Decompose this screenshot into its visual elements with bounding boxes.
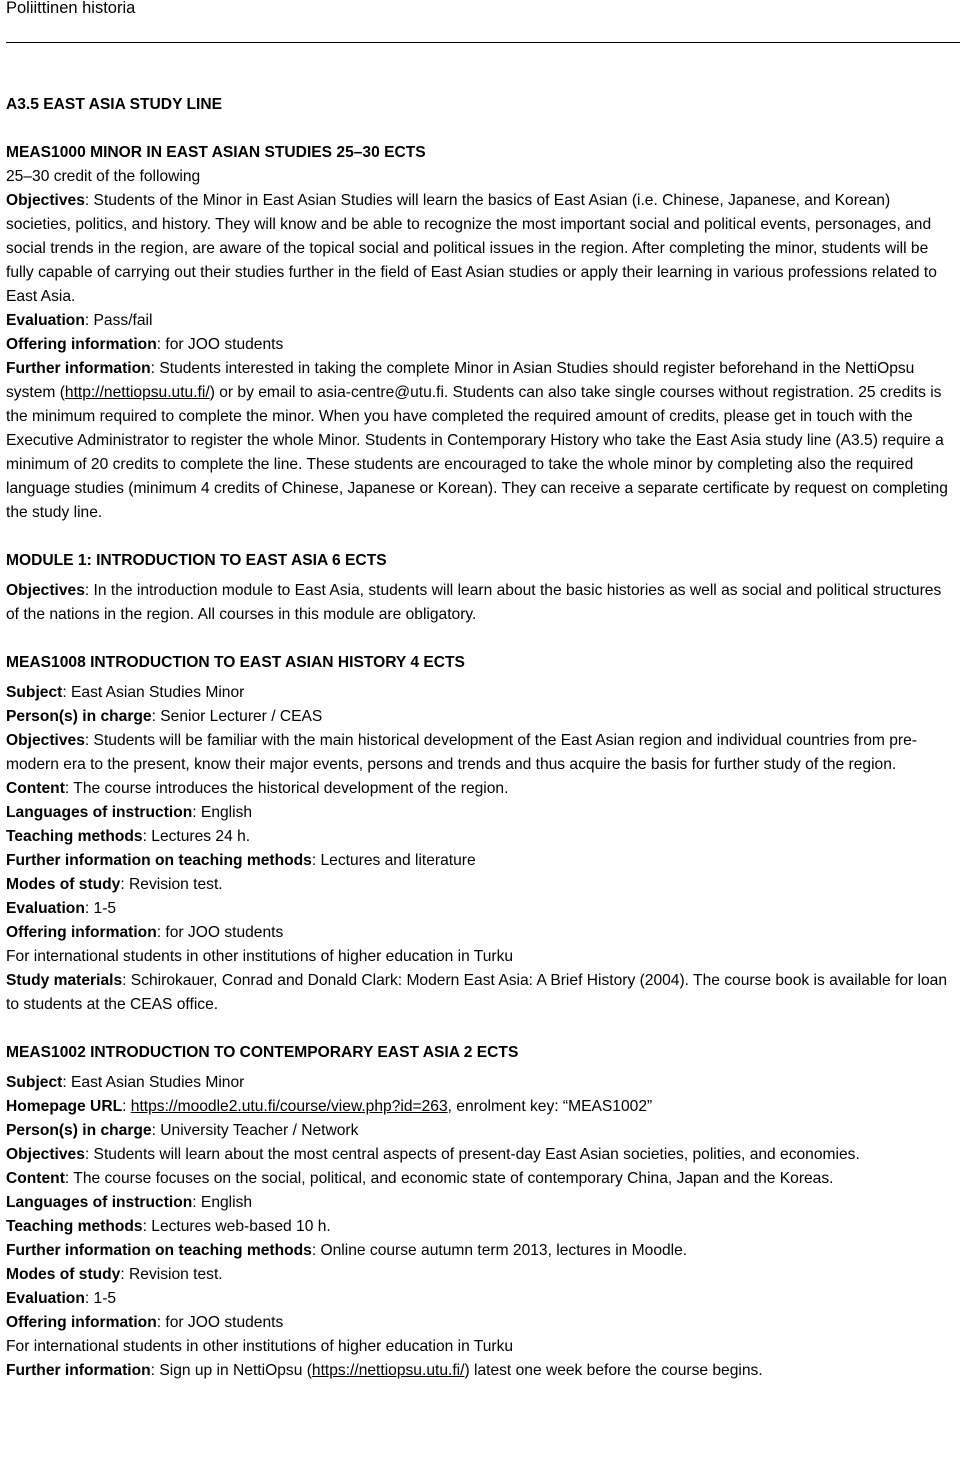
course1002-evaluation: [6, 1287, 958, 1311]
field-text: : The course focuses on the social, political, and economic state of contemporary China, Japan and the Koreas.: [64, 1170, 834, 1187]
course1008-modes: [6, 873, 958, 897]
course1008-content: [6, 777, 958, 801]
field-text: : Online course autumn term 2013, lectures in Moodle.: [311, 1242, 688, 1259]
field-label: Further information: [6, 1362, 151, 1379]
course1002-languages: [6, 1191, 958, 1215]
course1002-international: For international students in other institutions of higher education in Turku: [6, 1338, 514, 1355]
field-label: Person(s) in charge: [6, 708, 152, 725]
field-label: Objectives: [6, 1146, 85, 1163]
field-label: Subject: [6, 1074, 63, 1091]
field-text: : English: [192, 1194, 253, 1211]
field-label: Evaluation: [6, 900, 85, 917]
field-label: Teaching methods: [6, 1218, 143, 1235]
course1008-offering: [6, 921, 958, 945]
course1002-subject: [6, 1071, 958, 1095]
field-text: ) latest one week before the course begins.: [464, 1362, 763, 1379]
field-label: Study materials: [6, 972, 123, 989]
field-label: Content: [6, 780, 65, 797]
course1002-further-teaching: [6, 1239, 958, 1263]
field-text: :: [122, 1098, 131, 1115]
course1008-persons: [6, 705, 958, 729]
field-text: : Schirokauer, Conrad and Donald Clark: Modern East Asia: A Brief History (2004). The course book is available for loan to students at the CEAS office.: [6, 972, 948, 1013]
document-body: [6, 93, 958, 1383]
field-text: : University Teacher / Network: [151, 1122, 359, 1139]
field-text: : Revision test.: [120, 1266, 223, 1283]
course1008-title: MEAS1008 INTRODUCTION TO EAST ASIAN HISTORY 4 ECTS: [6, 654, 465, 671]
field-text: ) or by email to asia-centre@utu.fi. Students can also take single courses without registration. 25 credits is the minimum required to complete the minor. When you have completed the required amount of credits, please get in touch with the Executive Administrator to register the whole Minor. Students in Contemporary History who take the East Asia study line (A3.5) require a minimum of 20 credits to complete the line. These students are encouraged to take the whole minor by completing also the required language studies (minimum 4 credits of Chinese, Japanese or Korean). They can receive a separate certificate by request on completing the study line.: [6, 384, 948, 521]
field-text: : for JOO students: [156, 1314, 284, 1331]
field-label: Person(s) in charge: [6, 1122, 152, 1139]
field-label: Objectives: [6, 582, 85, 599]
field-label: Objectives: [6, 192, 85, 209]
field-text: : Senior Lecturer / CEAS: [151, 708, 323, 725]
field-label: Further information on teaching methods: [6, 1242, 312, 1259]
field-text: : In the introduction module to East Asia, students will learn about the basic histories as well as social and political structures of the nations in the region. All courses in this module are obligatory.: [6, 582, 942, 623]
field-label: Homepage URL: [6, 1098, 123, 1115]
field-label: Evaluation: [6, 312, 85, 329]
module1-objectives: [6, 579, 958, 627]
field-text: : East Asian Studies Minor: [62, 684, 245, 701]
field-label: Offering information: [6, 336, 157, 353]
field-text: : Revision test.: [120, 876, 223, 893]
field-text: : Lectures and literature: [311, 852, 476, 869]
study-line-title: A3.5 EAST ASIA STUDY LINE: [6, 96, 223, 113]
field-text: : Students will learn about the most central aspects of present-day East Asian societies, polities, and economies.: [84, 1146, 860, 1163]
field-text: : East Asian Studies Minor: [62, 1074, 245, 1091]
field-text: : Sign up in NettiOpsu (: [150, 1362, 312, 1379]
minor-title: MEAS1000 MINOR IN EAST ASIAN STUDIES 25–30 ECTS: [6, 144, 426, 161]
module1-title: MODULE 1: INTRODUCTION TO EAST ASIA 6 ECTS: [6, 552, 387, 569]
course1002-homepage: [6, 1095, 958, 1119]
course1008-materials: [6, 969, 958, 1017]
course1008-international: For international students in other institutions of higher education in Turku: [6, 948, 514, 965]
field-label: Languages of instruction: [6, 804, 193, 821]
minor-evaluation: [6, 309, 958, 333]
field-label: Teaching methods: [6, 828, 143, 845]
field-label: Subject: [6, 684, 63, 701]
course1008-subject: [6, 681, 958, 705]
credit-note: 25–30 credit of the following: [6, 168, 201, 185]
course1002-offering: [6, 1311, 958, 1335]
field-label: Further information: [6, 360, 151, 377]
nettiopsu-signup-link[interactable]: https://nettiopsu.utu.fi/: [311, 1362, 465, 1379]
field-text: : for JOO students: [156, 924, 284, 941]
course1002-further-information: [6, 1359, 958, 1383]
field-label: Further information on teaching methods: [6, 852, 312, 869]
field-text: : 1-5: [84, 900, 117, 917]
field-label: Modes of study: [6, 1266, 121, 1283]
field-text: : for JOO students: [156, 336, 284, 353]
course1002-title: MEAS1002 INTRODUCTION TO CONTEMPORARY EAST ASIA 2 ECTS: [6, 1044, 519, 1061]
field-label: Offering information: [6, 924, 157, 941]
course1002-modes: [6, 1263, 958, 1287]
field-label: Modes of study: [6, 876, 121, 893]
field-label: Offering information: [6, 1314, 157, 1331]
course1008-objectives: [6, 729, 958, 777]
field-text: , enrolment key: “MEAS1002”: [447, 1098, 653, 1115]
course1002-persons: [6, 1119, 958, 1143]
header-rule: [6, 42, 960, 43]
field-text: : Lectures web-based 10 h.: [142, 1218, 331, 1235]
course1002-content: [6, 1167, 958, 1191]
moodle-course-link[interactable]: https://moodle2.utu.fi/course/view.php?id=263: [130, 1098, 448, 1115]
minor-offering: [6, 333, 958, 357]
field-text: : The course introduces the historical development of the region.: [64, 780, 509, 797]
course1008-teaching: [6, 825, 958, 849]
field-text: : Pass/fail: [84, 312, 153, 329]
minor-objectives: [6, 189, 958, 309]
course1002-objectives: [6, 1143, 958, 1167]
field-label: Languages of instruction: [6, 1194, 193, 1211]
field-text: : Lectures 24 h.: [142, 828, 251, 845]
field-text: : English: [192, 804, 253, 821]
field-text: : Students will be familiar with the main historical development of the East Asian region and individual countries from pre-modern era to the present, know their major events, persons and trends and thus acquire the basis for further study of the region.: [6, 732, 917, 773]
minor-further-information: [6, 357, 958, 525]
course1002-teaching: [6, 1215, 958, 1239]
course1008-further-teaching: [6, 849, 958, 873]
field-text: : Students of the Minor in East Asian Studies will learn the basics of East Asian (i.e. Chinese, Japanese, and Korean) societies, politics, and history. They will know and be able to recognize the most important social and political events, personages, and social trends in the region, are aware of the topical social and political issues in the region. After completing the minor, students will be fully capable of carrying out their studies further in the field of East Asian studies or apply their learning in various professions related to East Asia.: [6, 192, 937, 305]
running-header: Poliittinen historia: [6, 0, 136, 17]
course1008-languages: [6, 801, 958, 825]
field-text: : Students interested in taking the complete Minor in Asian Studies should register beforehand in the NettiOpsu system (: [6, 360, 915, 401]
field-label: Content: [6, 1170, 65, 1187]
field-text: : 1-5: [84, 1290, 117, 1307]
field-label: Objectives: [6, 732, 85, 749]
course1008-evaluation: [6, 897, 958, 921]
field-label: Evaluation: [6, 1290, 85, 1307]
nettiopsu-link[interactable]: http://nettiopsu.utu.fi/: [64, 384, 210, 401]
